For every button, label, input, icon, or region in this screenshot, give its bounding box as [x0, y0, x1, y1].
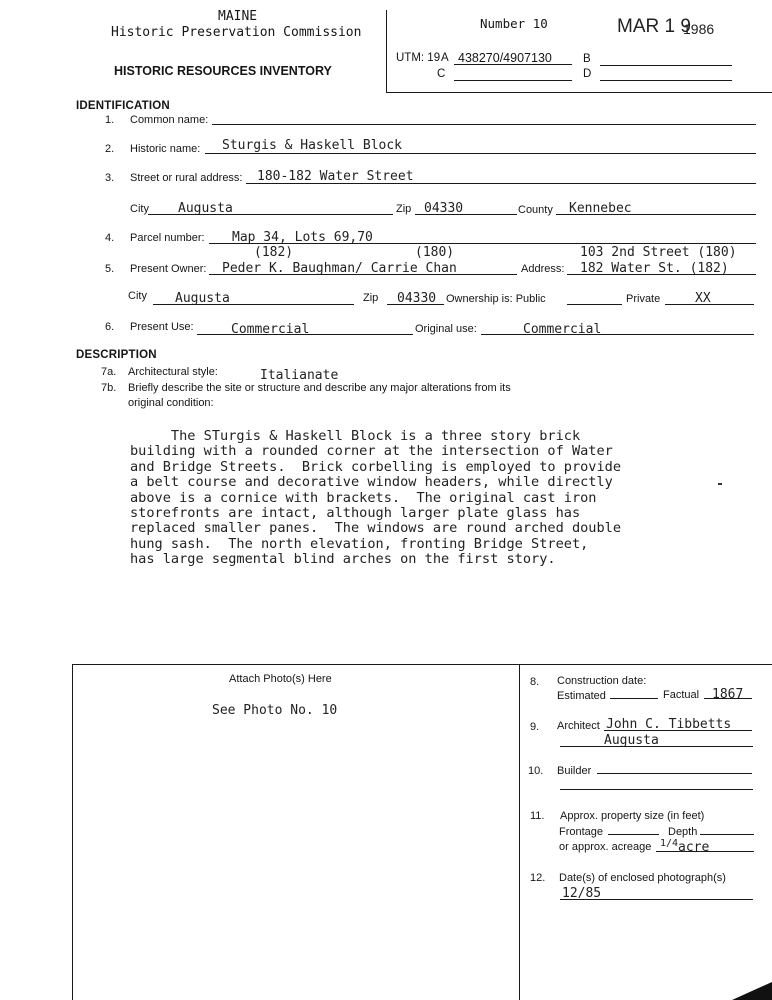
county-value: Kennebec [569, 201, 632, 216]
common-name-label: Common name: [130, 114, 209, 126]
owner-address-label: Address: [521, 263, 565, 275]
present-use-value: Commercial [231, 322, 310, 337]
description-line: above is a cornice with brackets. The original cast iron [130, 489, 597, 506]
description-line: hung sash. The north elevation, fronting Bridge Street, [130, 535, 589, 552]
construction-date-label: Construction date: [557, 675, 647, 687]
photo-section-top-border [72, 664, 772, 665]
form-title: HISTORIC RESOURCES INVENTORY [114, 64, 332, 78]
historic-name-value: Sturgis & Haskell Block [222, 138, 403, 153]
address-label: Street or rural address: [130, 172, 243, 184]
architect-city: Augusta [604, 733, 659, 748]
identification-heading: IDENTIFICATION [76, 100, 170, 112]
photo-date-label: Date(s) of enclosed photograph(s) [559, 872, 726, 884]
utm-b-label: B [583, 53, 591, 65]
zip-value: 04330 [424, 201, 464, 216]
page-corner-mark [732, 982, 772, 1000]
description-heading: DESCRIPTION [76, 349, 157, 361]
received-date-stamp: MAR 1 9 [617, 16, 691, 37]
owner-label: Present Owner: [130, 263, 207, 275]
owner-address-annotation: 103 2nd Street (180) [580, 245, 737, 260]
header-box-left-border [386, 10, 387, 92]
utm-d-label: D [583, 68, 592, 80]
city-value: Augusta [178, 201, 233, 216]
description-line: and Bridge Streets. Brick corbelling is employed to provide [130, 458, 622, 475]
architectural-style-value: Italianate [260, 368, 339, 383]
header-box-bottom-border [386, 92, 772, 93]
photo-box-right-border [519, 664, 520, 1000]
factual-label: Factual [663, 689, 700, 701]
header-commission: Historic Preservation Commission [111, 25, 362, 40]
utm-label: UTM: 19 [396, 52, 441, 64]
parcel-label: Parcel number: [130, 232, 205, 244]
architectural-style-label: Architectural style: [128, 366, 218, 378]
owner-zip-label: Zip [363, 292, 379, 304]
description-paragraph [130, 429, 621, 568]
owner-value: Peder K. Baughman/ Carrie Chan [222, 261, 457, 276]
scan-speck [718, 483, 722, 485]
factual-value: 1867 [712, 687, 744, 702]
description-line: has large segmental blind arches on the first story. [130, 551, 556, 568]
city-label: City [130, 203, 149, 215]
private-value: XX [695, 291, 711, 306]
received-date-year: 1986 [683, 21, 715, 37]
description-line: a belt course and decorative window headers, while directly [130, 474, 613, 491]
utm-c-label: C [437, 68, 446, 80]
builder-label: Builder [557, 765, 592, 777]
present-use-label: Present Use: [130, 321, 194, 333]
owner-annotation-180: (180) [415, 245, 455, 260]
photo-box-left-border [72, 664, 73, 1000]
photo-note: See Photo No. 10 [212, 703, 338, 718]
address-value: 180-182 Water Street [257, 169, 414, 184]
zip-label: Zip [396, 203, 412, 215]
original-use-label: Original use: [415, 323, 477, 335]
architect-value: John C. Tibbetts [606, 717, 732, 732]
owner-zip-value: 04330 [397, 291, 437, 306]
owner-annotation-182: (182) [254, 245, 294, 260]
acreage-value: acre [678, 840, 710, 855]
description-line: building with a rounded corner at the intersection of Water [130, 443, 613, 460]
number-label: Number 10 [480, 16, 548, 31]
ownership-label: Ownership is: Public [446, 293, 546, 305]
parcel-value: Map 34, Lots 69,70 [232, 230, 373, 245]
estimated-label: Estimated [557, 690, 606, 702]
description-line: storefronts are intact, although larger plate glass has [130, 505, 581, 522]
number-value: 10 [532, 16, 548, 31]
owner-city-label: City [128, 290, 147, 302]
header-state: MAINE [218, 9, 258, 24]
description-line: replaced smaller panes. The windows are round arched double [130, 520, 622, 537]
owner-city-value: Augusta [175, 291, 230, 306]
county-label: County [518, 204, 553, 216]
utm-zone: A [441, 52, 449, 64]
frontage-label: Frontage [559, 826, 604, 838]
private-label: Private [626, 293, 661, 305]
original-use-value: Commercial [523, 322, 602, 337]
historic-name-label: Historic name: [130, 143, 201, 155]
attach-photo-label: Attach Photo(s) Here [229, 673, 332, 685]
describe-label-2: original condition: [128, 397, 214, 409]
describe-label-1: Briefly describe the site or structure and describe any major alterations from its [128, 382, 511, 394]
acreage-label: or approx. acreage [559, 841, 652, 853]
photo-date-value: 12/85 [562, 886, 602, 901]
acreage-fraction: 1/4 [660, 838, 679, 849]
architect-label: Architect [557, 720, 600, 732]
depth-label: Depth [668, 826, 698, 838]
description-line: The STurgis & Haskell Block is a three story brick [130, 428, 581, 444]
property-size-label: Approx. property size (in feet) [560, 810, 705, 822]
utm-value: 438270/4907130 [458, 51, 552, 65]
owner-address-value: 182 Water St. (182) [580, 261, 729, 276]
